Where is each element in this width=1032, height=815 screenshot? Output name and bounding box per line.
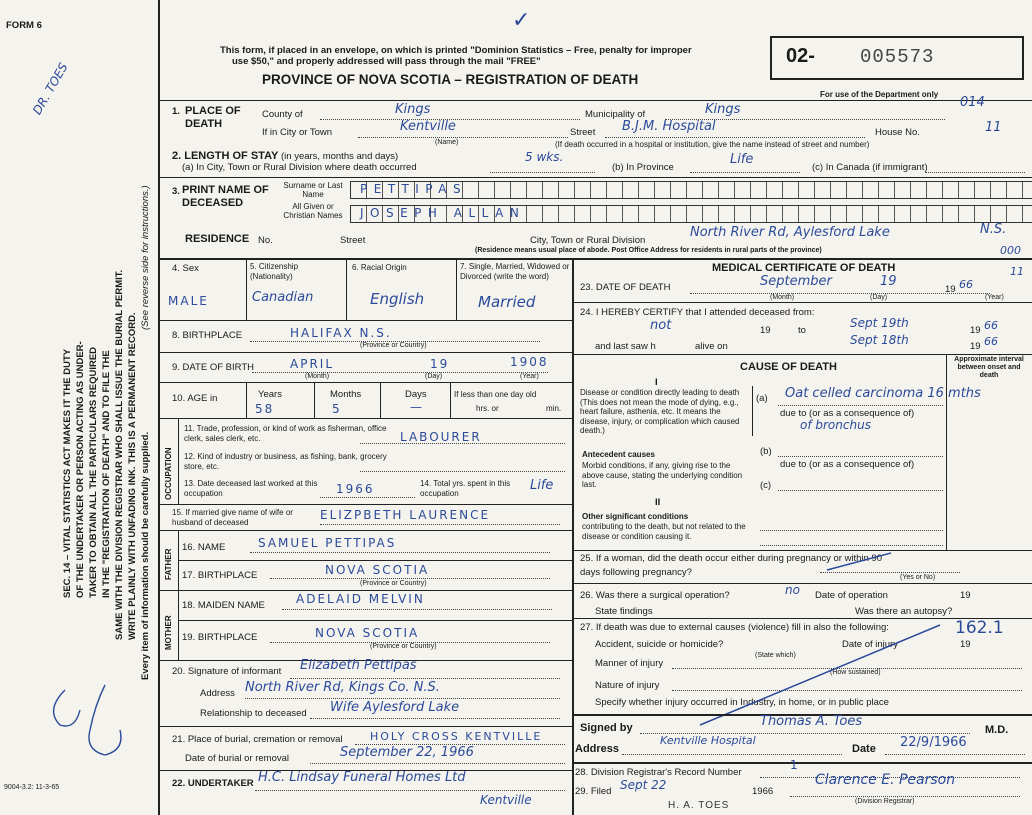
occupation-side-label: OCCUPATION [164,447,173,500]
given-value: JOSEPH ALLAN [360,206,526,220]
divider [246,382,247,418]
last-saw-date[interactable]: Sept 18th [850,333,909,347]
dod-day-hint: (Day) [870,294,888,301]
roman-two: II [655,497,661,508]
dod-code: 11 [1010,265,1024,278]
last-worked-value[interactable]: 1966 [336,482,375,496]
signed-date-line [885,754,1025,755]
stay-c-line [925,172,1025,173]
md-label: M.D. [985,724,1009,736]
name-num: 3. [172,186,180,197]
divider [946,354,947,550]
cause-a2-value[interactable]: of bronchus [800,418,871,432]
divider [160,382,572,383]
relationship-line [310,718,560,719]
antecedent-label: Antecedent causes [582,450,655,459]
mail-notice: This form, if placed in an envelope, on which is printed "Dominion Statistics – Free, penalty for improper [220,45,692,56]
years-label: Years [258,389,282,400]
divider [572,354,1032,355]
divider [572,762,1032,764]
surgery-value[interactable]: no [785,583,800,597]
divider [572,550,1032,551]
reverse-note: (See reverse side for instructions.) [140,185,151,330]
residence-label: RESIDENCE [185,233,250,245]
mail-notice-2: use $50," and properly addressed will pass through the mail "FREE" [232,56,541,67]
stay-label: 2. LENGTH OF STAY [172,150,279,162]
divider [314,382,315,418]
accident-label: Accident, suicide or homicide? [595,639,724,650]
months-label: Months [330,389,362,400]
dept-use-label: For use of the Department only [820,90,939,99]
last-saw-label: and last saw h [595,341,656,352]
divider [178,418,179,504]
last-saw-year[interactable]: 66 [984,335,998,348]
divider [160,177,1032,178]
check-mark: ✓ [512,8,531,33]
stay-a-line [490,172,595,173]
city-label: If in City or Town [262,127,333,138]
divider [178,560,572,561]
dod-year-hint: (Year) [985,294,1004,301]
cause-title: CAUSE OF DEATH [740,361,837,373]
due-to-1: due to (or as a consequence of) [780,408,915,419]
divider [246,258,247,320]
informant-sig-label: 20. Signature of informant [172,666,282,677]
undertaker-label: 22. UNDERTAKER [172,778,254,789]
divider [160,258,1032,260]
min-label: min. [546,404,562,413]
filed-year: 1966 [752,786,774,797]
spouse-label: 15. If married give name of wife or husband of deceased [172,508,293,527]
marital-value[interactable]: Married [478,293,536,311]
roman-one: I [655,377,658,388]
city-hint: (Name) [435,139,459,146]
external-question: 27. If death was due to external causes (violence) fill in also the following: [580,622,889,633]
informant-address-value[interactable]: North River Rd, Kings Co. N.S. [245,680,440,695]
residence-street-label: Street [340,235,366,246]
street-value[interactable]: B.J.M. Hospital [622,119,716,134]
stamp: H. A. TOES [668,800,730,811]
dod-label: 23. DATE OF DEATH [580,282,671,293]
stay-hint: (in years, months and days) [281,151,399,162]
divider [572,583,1032,584]
specify-label: Specify whether injury occurred in Industry, in home, or in public place [595,697,889,708]
mother-name-label: 18. MAIDEN NAME [182,600,265,611]
divider [752,386,753,436]
mother-birth-label: 19. BIRTHPLACE [182,632,258,643]
residence-code: 000 [1000,244,1021,257]
burial-place-label: 21. Place of burial, cremation or removal [172,734,343,745]
informant-sig-line [290,678,560,679]
directly-label: Disease or condition directly leading to death (This does not mean the mode of dying, e.g., heart failure, asthenia, etc. It means the disease, injury, or complication which caused death.) [580,388,740,435]
antecedent-text: Morbid conditions, if any, giving rise to the above cause, stating the underlying condition last. [582,461,743,489]
stay-a-label: (a) In City, Town or Rural Division where death occurred [182,162,417,173]
name-label: PRINT NAME OF DECEASED [182,184,269,209]
dob-line [252,372,548,373]
residence-note: (Residence means usual place of abode. Post Office Address for residents in rural parts of the province) [475,247,822,254]
alive-label: alive on [695,341,728,352]
left-border [158,0,160,815]
total-years-value[interactable]: Life [530,478,554,493]
law-line-4: IN THE "REGISTRATION OF DEATH" AND TO FILE THE [101,350,112,598]
certify-year-prefix: 19 [760,325,771,336]
registrar-signature[interactable]: Clarence E. Pearson [815,772,956,788]
birthplace-label: 8. BIRTHPLACE [172,330,243,341]
residence-no-label: No. [258,235,273,246]
total-years-label: 14. Total yrs. spent in this occupation [420,479,511,498]
father-birth-value[interactable]: NOVA SCOTIA [325,563,430,577]
column-divider [572,258,574,815]
surgery-question: 26. Was there a surgical operation? [580,590,730,601]
residence-value[interactable]: North River Rd, Aylesford Lake [690,225,890,240]
certify-label: 24. I HEREBY CERTIFY that I attended deceased from: [580,307,815,318]
dob-year[interactable]: 1908 [510,355,549,369]
days-label: Days [405,389,427,400]
divider [456,258,457,320]
father-side-label: FATHER [164,548,173,580]
dob-year-hint: (Year) [520,373,539,380]
other-line-2 [760,545,943,546]
birthplace-hint: (Province or Country) [360,342,427,349]
certify-to-label: to [798,325,806,336]
municipality-code: 014 [960,95,985,110]
citizenship-label: 5. Citizenship (Nationality) [250,262,299,281]
law-line-5: SAME WITH THE DIVISION REGISTRAR WHO SHALL ISSUE THE BURIAL PERMIT. [114,269,125,640]
hrs-label: hrs. or [476,404,499,413]
cause-a-line [778,405,943,406]
city-line [358,137,568,138]
divider [160,352,572,353]
divider [160,320,572,321]
registrar-hint: (Division Registrar) [855,798,915,805]
dob-label: 9. DATE OF BIRTH [172,362,254,373]
stay-b-label: (b) In Province [612,162,674,173]
mother-name-line [282,609,552,610]
cause-b-line [778,456,943,457]
other-line-1 [760,530,943,531]
trade-line [360,443,565,444]
margin-note: DR. TOES [30,60,71,117]
informant-address-label: Address [200,688,235,699]
dob-month-hint: (Month) [305,373,330,380]
law-line-3: TAKER TO OBTAIN ALL THE PARTICULARS REQUIRED [88,346,99,598]
manner-label: Manner of injury [595,658,664,669]
law-line-6: WRITE PLAINLY WITH UNFADING INK. THIS IS A PERMANENT RECORD. [127,312,138,640]
undertaker-town: Kentville [480,793,532,807]
city-value[interactable]: Kentville [400,119,456,134]
years-value[interactable]: 58 [255,402,275,416]
every-item-note: Every item of information should be carefully supplied. [140,431,151,680]
place-label: PLACE OF DEATH [185,105,241,130]
sex-value[interactable]: MALE [168,294,209,308]
street-label: Street [570,127,596,138]
operation-year-prefix: 19 [960,590,971,601]
trade-label: 11. Trade, profession, or kind of work as fisherman, office clerk, sales clerk, etc. [184,424,387,443]
signed-date-label: Date [852,743,876,755]
given-label: All Given or Christian Names [283,202,343,220]
citizenship-value[interactable]: Canadian [252,290,314,305]
pregnancy-slash [825,550,895,572]
father-name-label: 16. NAME [182,542,226,553]
autopsy-label: Was there an autopsy? [855,606,953,617]
cause-a-value[interactable]: Oat celled carcinoma 16 mths [785,386,981,401]
last-saw-year-prefix: 19 [970,341,981,352]
dod-month-hint: (Month) [770,294,795,301]
mother-birth-hint: (Province or Country) [370,643,437,650]
divider [346,258,347,320]
divider [572,302,1032,303]
injury-year-prefix: 19 [960,639,971,650]
place-num: 1. [172,106,180,117]
dod-year[interactable]: 66 [959,278,973,291]
external-code: 162.1 [955,618,1004,638]
divider [160,530,572,531]
doctor-address-label: Address [575,743,620,755]
divider [160,418,572,419]
certify-year2-prefix: 19 [970,325,981,336]
record-value[interactable]: 1 [790,758,798,772]
cause-c-line [778,490,943,491]
how-hint: (How sustained) [830,669,881,676]
record-label: 28. Division Registrar's Record Number [575,767,742,778]
surname-label: Surname or Last Name [283,181,343,199]
dod-day[interactable]: 19 [880,274,897,289]
father-name-line [250,552,550,553]
pregnancy-question: 25. If a woman, did the death occur either during pregnancy or within 90 days following pregnancy? [580,553,883,578]
pregnancy-line [820,572,960,573]
nature-label: Nature of injury [595,680,660,691]
registrar-line [790,796,1020,797]
divider [160,726,572,727]
certify-from-year[interactable]: 66 [984,319,998,332]
house-value[interactable]: 11 [985,120,1002,135]
law-line-2: OF THE UNDERTAKER OR PERSON ACTING AS UNDER- [75,341,86,598]
doctor-address-line [622,754,842,755]
filed-value[interactable]: Sept 22 [620,778,667,792]
birthplace-value[interactable]: HALIFAX N.S. [290,326,392,340]
state-findings-label: State findings [595,606,653,617]
signed-value[interactable]: Thomas A. Toes [760,714,863,729]
trade-value[interactable]: LABOURER [400,430,482,444]
residence-province: N.S. [980,222,1007,237]
state-which-hint: (State which) [755,652,796,659]
street-line [605,137,865,138]
relationship-value[interactable]: Wife Aylesford Lake [330,700,460,715]
dod-month[interactable]: September [760,274,832,289]
reg-number: 005573 [860,46,935,68]
dob-day-hint: (Day) [425,373,443,380]
divider [160,504,572,505]
divider [160,100,1032,101]
father-birth-label: 17. BIRTHPLACE [182,570,258,581]
mother-name-value[interactable]: ADELAID MELVIN [296,592,425,606]
divider [450,382,451,418]
cause-b-label: (b) [760,446,772,457]
stay-a-value[interactable]: 5 wks. [525,150,564,164]
stay-label-row [172,150,398,162]
interval-label: Approximate interval between onset and death [954,356,1024,379]
father-birth-hint: (Province or Country) [360,580,427,587]
certify-value[interactable]: not [650,318,672,333]
undertaker-value[interactable]: H.C. Lindsay Funeral Homes Ltd [258,770,466,785]
burial-date-label: Date of burial or removal [185,753,290,764]
dob-day[interactable]: 19 [430,357,450,371]
filed-label: 29. Filed [575,786,612,797]
informant-address-line [245,698,560,699]
mother-side-label: MOTHER [164,615,173,650]
medical-title: MEDICAL CERTIFICATE OF DEATH [712,262,896,274]
relationship-label: Relationship to deceased [200,708,307,719]
registration-number-box [770,36,1024,80]
industry-label: 12. Kind of industry or business, as fishing, bank, grocery store, etc. [184,452,387,471]
stay-c-label: (c) In Canada (if immigrant) [812,162,928,173]
father-name-value[interactable]: SAMUEL PETTIPAS [258,536,397,550]
signed-date-value[interactable]: 22/9/1966 [900,735,967,750]
institution-note: (If death occurred in a hospital or institution, give the name instead of street and number) [555,140,870,149]
form-number: FORM 6 [6,20,42,31]
sex-label: 4. Sex [172,263,199,274]
yes-no-hint: (Yes or No) [900,574,936,581]
mother-birth-value[interactable]: NOVA SCOTIA [315,626,420,640]
signed-label: Signed by [580,722,633,734]
dod-line [690,293,990,294]
informant-sig-value[interactable]: Elizabeth Pettipas [300,658,417,673]
cause-a-label: (a) [756,393,768,404]
municipality-label: Municipality of [585,109,646,120]
surname-value: PETTIPAS [360,182,468,196]
spouse-line [320,524,560,525]
burial-date-value[interactable]: September 22, 1966 [340,745,474,760]
residence-city-label: City, Town or Rural Division [530,235,646,246]
divider [178,620,572,621]
months-value[interactable]: 5 [332,402,342,416]
doctor-address-value[interactable]: Kentville Hospital [660,734,756,747]
other-label: Other significant conditions [582,512,689,521]
law-line-1: SEC. 14 – VITAL STATISTICS ACT MAKES IT THE DUTY [62,348,73,598]
margin-scribble [55,710,115,770]
racial-label: 6. Racial Origin [352,263,407,272]
burial-date-line [310,763,565,764]
county-value[interactable]: Kings [395,102,431,117]
undertaker-line [255,790,565,791]
last-worked-label: 13. Date deceased last worked at this occupation [184,479,318,498]
date-injury-label: Date of injury [842,639,898,650]
spouse-value[interactable]: ELIZPBETH LAURENCE [320,508,491,522]
days-value[interactable]: — [410,400,424,414]
industry-line [360,471,565,472]
divider [380,382,381,418]
reg-prefix: 02- [786,45,815,67]
county-label: County of [262,109,303,120]
footer-code: 9004-3.2: 11-3-65 [4,784,60,791]
stay-b-line [690,172,800,173]
age-label: 10. AGE in [172,393,218,404]
municipality-value[interactable]: Kings [705,102,741,117]
other-text: contributing to the death, but not related to the disease or condition causing it. [582,522,746,541]
stay-b-value[interactable]: Life [730,152,754,167]
infant-label: If less than one day old [454,390,537,399]
father-birth-line [270,578,550,579]
house-label: House No. [875,127,920,138]
certify-from-date[interactable]: Sept 19th [850,316,909,330]
marital-label: 7. Single, Married, Widowed or Divorced (write the word) [460,262,570,281]
due-to-2: due to (or as a consequence of) [780,459,915,470]
cause-c-label: (c) [760,480,772,491]
racial-value[interactable]: English [370,290,425,308]
operation-date-label: Date of operation [815,590,888,601]
last-worked-line [320,497,415,498]
form-title: PROVINCE OF NOVA SCOTIA – REGISTRATION OF DEATH [262,72,639,87]
burial-place-value[interactable]: HOLY CROSS KENTVILLE [370,730,543,743]
divider [160,590,572,591]
dob-month[interactable]: APRIL [290,357,335,371]
dod-year-prefix: 19 [945,284,956,295]
divider [178,530,179,660]
